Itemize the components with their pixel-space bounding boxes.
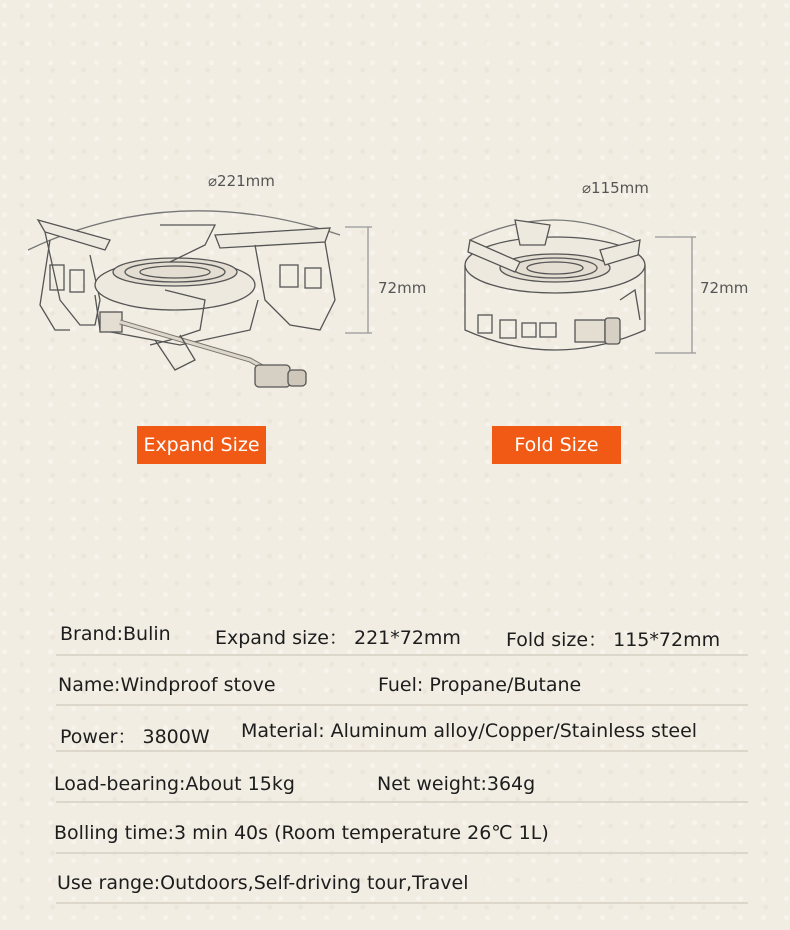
- spec-boiling-time: Bolling time:3 min 40s (Room temperature 26℃ 1L): [54, 822, 549, 844]
- spec-divider: [56, 704, 748, 706]
- fold-size-button[interactable]: Fold Size: [492, 426, 621, 464]
- spec-divider: [56, 902, 748, 904]
- spec-power: Power： 3800W: [60, 726, 210, 748]
- spec-load-bearing: Load-bearing:About 15kg: [54, 773, 295, 795]
- spec-divider: [56, 654, 748, 656]
- expand-height-label: 72mm: [378, 279, 427, 297]
- fold-diameter-label: ⌀115mm: [582, 179, 649, 197]
- fold-height-label: 72mm: [700, 279, 749, 297]
- spec-use-range: Use range:Outdoors,Self-driving tour,Travel: [57, 872, 469, 894]
- expand-diameter-label: ⌀221mm: [208, 172, 275, 190]
- spec-divider: [56, 801, 748, 803]
- spec-net-weight: Net weight:364g: [377, 773, 536, 795]
- spec-material: Material: Aluminum alloy/Copper/Stainless steel: [241, 720, 698, 742]
- spec-name: Name:Windproof stove: [58, 674, 276, 696]
- spec-divider: [56, 750, 748, 752]
- spec-fuel: Fuel: Propane/Butane: [378, 674, 582, 696]
- spec-divider: [56, 852, 748, 854]
- spec-expand-size: Expand size： 221*72mm: [215, 627, 461, 649]
- spec-brand: Brand:Bulin: [60, 623, 171, 645]
- expand-size-button[interactable]: Expand Size: [137, 426, 266, 464]
- spec-fold-size: Fold size： 115*72mm: [506, 629, 721, 651]
